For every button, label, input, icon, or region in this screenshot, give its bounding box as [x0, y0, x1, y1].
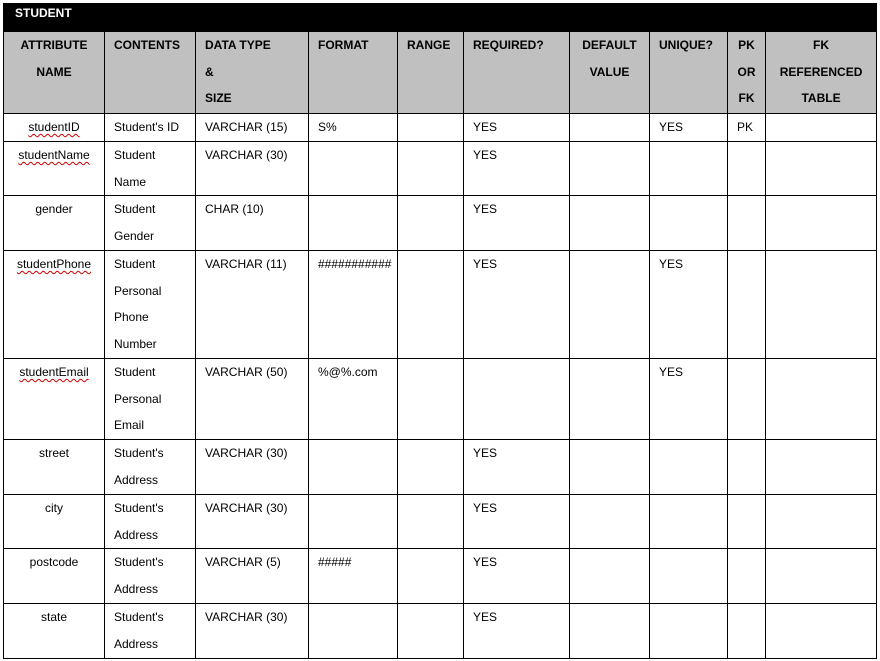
cell-data-type-text: VARCHAR (15) [205, 120, 288, 134]
cell-contents [105, 604, 196, 659]
cell-data-type-text: VARCHAR (11) [205, 257, 287, 271]
contents-line: Student's [114, 446, 164, 460]
cell-fk-referenced-table [766, 440, 877, 495]
cell-attribute-name-text: studentID [28, 120, 80, 134]
table-row [4, 251, 877, 359]
contents-line: Name [114, 174, 147, 189]
cell-format [309, 142, 398, 196]
header-required [464, 32, 570, 114]
cell-pk-fk-text: PK [737, 120, 754, 134]
cell-data-type [196, 495, 309, 549]
cell-unique [650, 440, 728, 495]
cell-format-text: ##### [318, 555, 352, 569]
header-pk-or-fk [728, 32, 766, 114]
cell-fk-referenced-table [766, 359, 877, 440]
cell-format-text: ########### [318, 257, 392, 271]
header-line: FK [813, 38, 830, 52]
cell-format [309, 251, 398, 359]
cell-pk-fk [728, 604, 766, 659]
header-line: REQUIRED? [473, 38, 544, 52]
header-line: REFERENCED [779, 64, 863, 79]
cell-attribute-name-text: studentPhone [16, 257, 92, 271]
contents-line: Student [114, 257, 156, 271]
header-line: & [205, 64, 214, 79]
cell-contents [105, 440, 196, 495]
cell-default-value [570, 114, 650, 142]
table-body [4, 114, 877, 659]
cell-unique [650, 495, 728, 549]
cell-range [398, 359, 464, 440]
cell-data-type [196, 604, 309, 659]
cell-attribute-name [4, 196, 105, 251]
cell-attribute-name [4, 604, 105, 659]
cell-required [464, 196, 570, 251]
cell-format [309, 549, 398, 604]
contents-line: Phone [114, 310, 149, 324]
contents-line: Student's [114, 501, 164, 515]
cell-data-type-text: CHAR (10) [205, 202, 264, 216]
cell-data-type [196, 114, 309, 142]
cell-range [398, 440, 464, 495]
table-row [4, 495, 877, 549]
contents-line: Address [114, 636, 159, 651]
cell-unique-text: YES [659, 365, 684, 379]
header-line: NAME [36, 64, 72, 79]
header-attribute-name [4, 32, 105, 114]
cell-range [398, 114, 464, 142]
cell-unique [650, 142, 728, 196]
cell-attribute-name-text: studentName [18, 148, 90, 162]
table-row [4, 604, 877, 659]
cell-data-type [196, 196, 309, 251]
cell-attribute-name-text: city [45, 501, 63, 515]
header-line: PK [738, 38, 755, 52]
cell-required-text: YES [473, 610, 498, 624]
cell-data-type [196, 251, 309, 359]
cell-required [464, 251, 570, 359]
cell-data-type-text: VARCHAR (50) [205, 365, 288, 379]
header-format [309, 32, 398, 114]
cell-range [398, 549, 464, 604]
contents-line: Address [114, 472, 159, 487]
header-data-type-size [196, 32, 309, 114]
header-default-value [570, 32, 650, 114]
cell-pk-fk [728, 359, 766, 440]
cell-attribute-name-text: gender [35, 202, 73, 216]
contents-line: Student [114, 365, 156, 379]
table-row [4, 549, 877, 604]
cell-contents [105, 359, 196, 440]
cell-required-text: YES [473, 120, 498, 134]
header-line: VALUE [589, 64, 630, 79]
contents-line: Student's [114, 610, 164, 624]
cell-default-value [570, 142, 650, 196]
cell-unique [650, 196, 728, 251]
cell-default-value [570, 549, 650, 604]
cell-unique [650, 549, 728, 604]
cell-default-value [570, 604, 650, 659]
cell-format-text: %@%.com [318, 365, 378, 379]
cell-range [398, 196, 464, 251]
cell-pk-fk [728, 196, 766, 251]
cell-pk-fk [728, 251, 766, 359]
cell-format [309, 196, 398, 251]
cell-attribute-name [4, 440, 105, 495]
column-header-row [4, 32, 877, 114]
cell-pk-fk [728, 549, 766, 604]
cell-default-value [570, 359, 650, 440]
cell-range [398, 142, 464, 196]
cell-format [309, 604, 398, 659]
cell-required [464, 440, 570, 495]
cell-required-text: YES [473, 555, 498, 569]
cell-attribute-name [4, 549, 105, 604]
cell-attribute-name-text: street [38, 446, 69, 460]
cell-attribute-name-text: state [40, 610, 67, 624]
cell-required [464, 359, 570, 440]
cell-format [309, 495, 398, 549]
header-unique [650, 32, 728, 114]
cell-unique [650, 251, 728, 359]
cell-contents [105, 549, 196, 604]
cell-pk-fk [728, 142, 766, 196]
cell-required-text: YES [473, 446, 498, 460]
cell-fk-referenced-table [766, 251, 877, 359]
header-line: CONTENTS [114, 38, 180, 52]
cell-unique [650, 359, 728, 440]
contents-line: Address [114, 581, 159, 596]
cell-fk-referenced-table [766, 196, 877, 251]
table-title-row [4, 4, 877, 32]
cell-data-type-text: VARCHAR (30) [205, 446, 288, 460]
cell-fk-referenced-table [766, 604, 877, 659]
table-row [4, 440, 877, 495]
cell-data-type [196, 440, 309, 495]
header-line: FK [738, 91, 755, 105]
cell-default-value [570, 495, 650, 549]
cell-attribute-name [4, 495, 105, 549]
contents-line: Address [114, 527, 159, 542]
cell-pk-fk [728, 495, 766, 549]
cell-unique [650, 114, 728, 142]
table-row [4, 196, 877, 251]
cell-format [309, 114, 398, 142]
header-line: DATA TYPE [205, 38, 271, 52]
header-line: OR [737, 64, 756, 79]
contents-line: Personal [114, 391, 162, 406]
cell-format-text: S% [318, 120, 337, 134]
cell-pk-fk [728, 440, 766, 495]
cell-required-text: YES [473, 501, 498, 515]
cell-attribute-name [4, 142, 105, 196]
cell-attribute-name [4, 114, 105, 142]
cell-fk-referenced-table [766, 114, 877, 142]
cell-data-type [196, 359, 309, 440]
cell-attribute-name [4, 251, 105, 359]
contents-line: Student [114, 148, 156, 162]
cell-required [464, 549, 570, 604]
table-row [4, 114, 877, 142]
cell-unique [650, 604, 728, 659]
header-line: RANGE [407, 38, 451, 52]
cell-fk-referenced-table [766, 495, 877, 549]
cell-contents [105, 142, 196, 196]
cell-required [464, 495, 570, 549]
cell-fk-referenced-table [766, 549, 877, 604]
header-fk-referenced-table [766, 32, 877, 114]
cell-contents [105, 495, 196, 549]
cell-attribute-name-text: studentEmail [19, 365, 89, 379]
cell-required-text: YES [473, 148, 498, 162]
header-line: SIZE [205, 91, 232, 105]
cell-default-value [570, 440, 650, 495]
cell-range [398, 495, 464, 549]
cell-data-type-text: VARCHAR (30) [205, 148, 288, 162]
cell-format [309, 440, 398, 495]
student-data-dictionary-table [3, 3, 877, 659]
cell-format [309, 359, 398, 440]
contents-line: Student's ID [114, 120, 179, 134]
cell-pk-fk [728, 114, 766, 142]
cell-data-type-text: VARCHAR (5) [205, 555, 281, 569]
table-title: STUDENT [4, 4, 877, 32]
header-line: FORMAT [318, 38, 369, 52]
cell-contents [105, 251, 196, 359]
cell-range [398, 251, 464, 359]
cell-default-value [570, 251, 650, 359]
header-range [398, 32, 464, 114]
header-contents [105, 32, 196, 114]
header-line: DEFAULT [582, 38, 637, 52]
cell-default-value [570, 196, 650, 251]
cell-data-type [196, 142, 309, 196]
header-line: UNIQUE? [659, 38, 713, 52]
contents-line: Email [114, 418, 145, 432]
cell-required [464, 604, 570, 659]
cell-required-text: YES [473, 257, 498, 271]
cell-required [464, 142, 570, 196]
cell-required-text: YES [473, 202, 498, 216]
contents-line: Gender [114, 228, 155, 243]
table-row [4, 142, 877, 196]
header-line: ATTRIBUTE [20, 38, 88, 52]
cell-required [464, 114, 570, 142]
cell-data-type-text: VARCHAR (30) [205, 610, 288, 624]
cell-attribute-name [4, 359, 105, 440]
header-line: TABLE [801, 91, 841, 105]
contents-line: Personal [114, 283, 162, 298]
cell-data-type [196, 549, 309, 604]
cell-unique-text: YES [659, 120, 684, 134]
contents-line: Student's [114, 555, 164, 569]
table-row [4, 359, 877, 440]
contents-line: Student [114, 202, 156, 216]
contents-line: Number [114, 336, 157, 351]
cell-data-type-text: VARCHAR (30) [205, 501, 288, 515]
cell-unique-text: YES [659, 257, 684, 271]
cell-range [398, 604, 464, 659]
cell-contents [105, 114, 196, 142]
cell-attribute-name-text: postcode [29, 555, 79, 569]
cell-contents [105, 196, 196, 251]
cell-fk-referenced-table [766, 142, 877, 196]
